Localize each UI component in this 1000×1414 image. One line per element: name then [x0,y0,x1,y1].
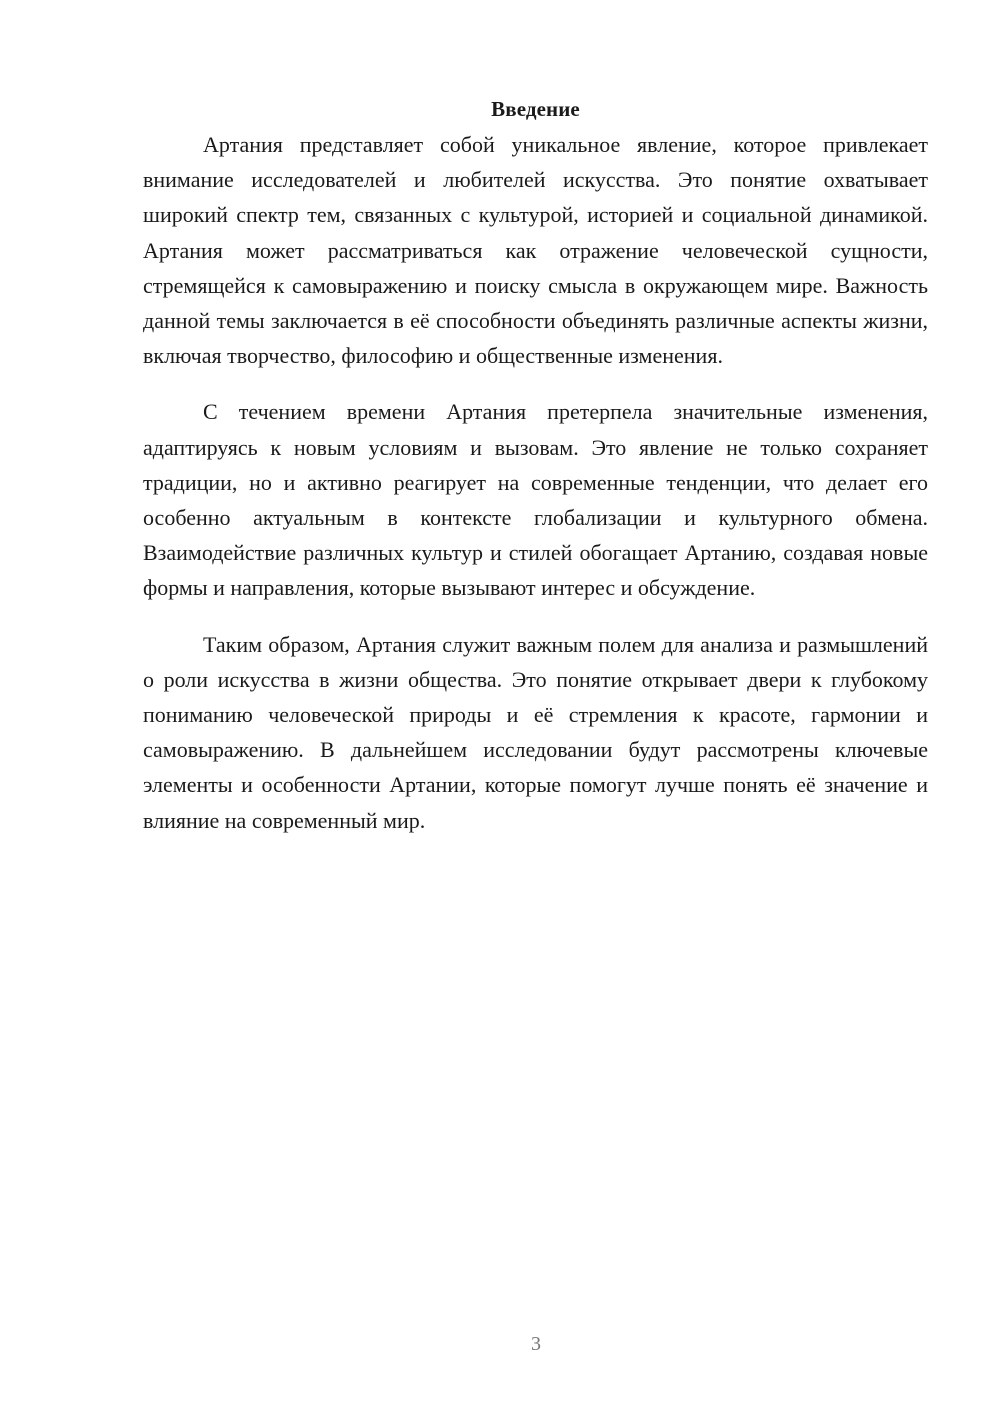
page-number: 3 [531,1333,541,1355]
paragraph-2: С течением времени Артания претерпела значительные изменения, адаптируясь к новым условиям и вызовам. Это явление не только сохраняет традиции, но и активно реагирует на современные тенденции, что делает его особенно актуальным в контексте глобализации и культурного обмена. Взаимодействие различных культур и стилей обогащает Артанию, создавая новые формы и направления, которые вызывают интерес и обсуждение. [143,399,928,601]
paragraph-1: Артания представляет собой уникальное явление, которое привлекает внимание исследователей и любителей искусства. Это понятие охватывает широкий спектр тем, связанных с культурой, историей и социальной динамикой. Артания может рассматриваться как отражение человеческой сущности, стремящейся к самовыражению и поиску смысла в окружающем мире. Важность данной темы заключается в её способности объединять различные аспекты жизни, включая творчество, философию и общественные изменения. [143,132,928,369]
section-title: Введение [491,97,580,121]
page-content [143,92,928,838]
paragraph-3: Таким образом, Артания служит важным полем для анализа и размышлений о роли искусства в жизни общества. Это понятие открывает двери к глубокому пониманию человеческой природы и её стремления к красоте, гармонии и самовыражению. В дальнейшем исследовании будут рассмотрены ключевые элементы и особенности Артании, которые помогут лучше понять её значение и влияние на современный мир. [143,631,928,833]
